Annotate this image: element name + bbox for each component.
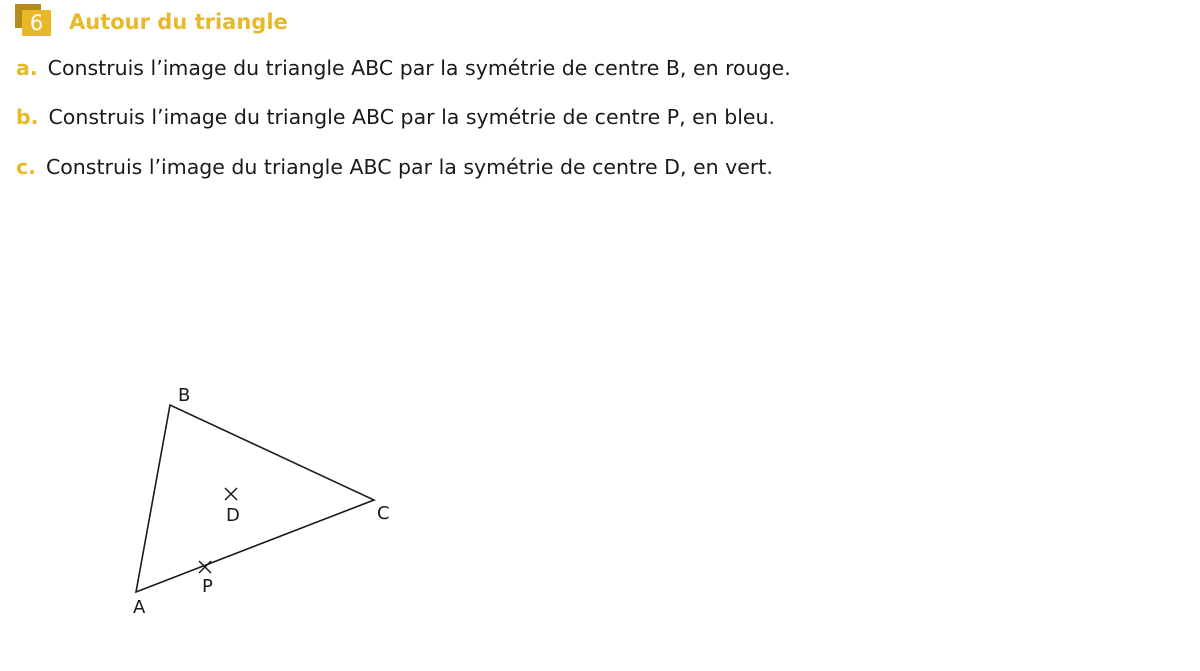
point-d-cross — [225, 488, 237, 500]
question-letter: a. — [16, 56, 38, 80]
triangle-abc — [136, 405, 374, 592]
label-a: A — [133, 597, 146, 618]
label-d: D — [226, 505, 240, 526]
label-p: P — [202, 576, 213, 597]
question-letter: b. — [16, 105, 39, 129]
question-text: Construis l’image du triangle ABC par la symétrie de centre D, en vert. — [45, 155, 773, 179]
label-c: C — [377, 503, 390, 524]
exercise-number: 6 — [22, 10, 51, 36]
label-b: B — [178, 385, 191, 406]
exercise-title: Autour du triangle — [69, 10, 288, 34]
question-letter: c. — [16, 155, 36, 179]
question-text: Construis l’image du triangle ABC par la symétrie de centre P, en bleu. — [48, 105, 776, 129]
question-text: Construis l’image du triangle ABC par la symétrie de centre B, en rouge. — [47, 56, 791, 80]
